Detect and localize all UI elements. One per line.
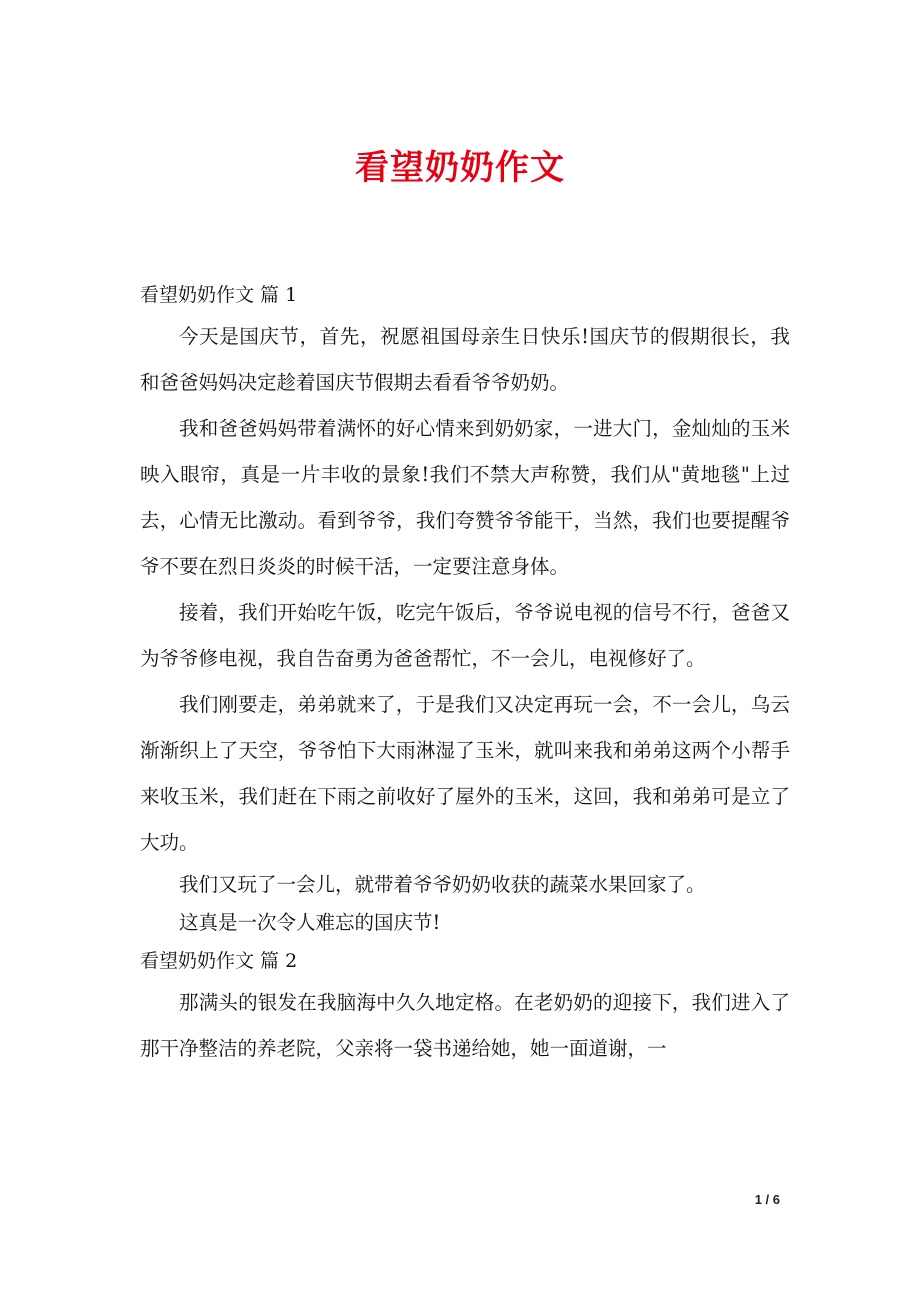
paragraph: 我和爸爸妈妈带着满怀的好心情来到奶奶家，一进大门，金灿灿的玉米映入眼帘，真是一片丰收的景象!我们不禁大声称赞，我们从"黄地毯"上过去，心情无比激动。看到爷爷，我们夸赞爷爷能干，当然，我们也要提醒爷爷不要在烈日炎炎的时候干活，一定要注意身体。 xyxy=(140,417,790,578)
paragraph: 接着，我们开始吃午饭，吃完午饭后，爷爷说电视的信号不行，爸爸又为爷爷修电视，我自告奋勇为爸爸帮忙，不一会儿，电视修好了。 xyxy=(140,601,790,670)
paragraph: 这真是一次令人难忘的国庆节! xyxy=(179,911,441,934)
paragraph: 我们又玩了一会儿，就带着爷爷奶奶收获的蔬菜水果回家了。 xyxy=(179,873,706,896)
document-body xyxy=(140,276,790,1072)
paragraph: 今天是国庆节，首先，祝愿祖国母亲生日快乐!国庆节的假期很长，我和爸爸妈妈决定趁着国庆节假期去看看爷爷奶奶。 xyxy=(140,325,790,394)
paragraph: 那满头的银发在我脑海中久久地定格。在老奶奶的迎接下，我们进入了那干净整洁的养老院，父亲将一袋书递给她，她一面道谢，一 xyxy=(140,991,790,1060)
paragraph: 我们刚要走，弟弟就来了，于是我们又决定再玩一会，不一会儿，乌云渐渐织上了天空，爷爷怕下大雨淋湿了玉米，就叫来我和弟弟这两个小帮手来收玉米，我们赶在下雨之前收好了屋外的玉米，这回，我和弟弟可是立了大功。 xyxy=(140,693,790,854)
page-number: 1 / 6 xyxy=(754,1192,780,1207)
page-title: 看望奶奶作文 xyxy=(355,148,565,188)
section-heading: 看望奶奶作文 篇 2 xyxy=(140,950,298,972)
section-heading: 看望奶奶作文 篇 1 xyxy=(140,284,298,306)
